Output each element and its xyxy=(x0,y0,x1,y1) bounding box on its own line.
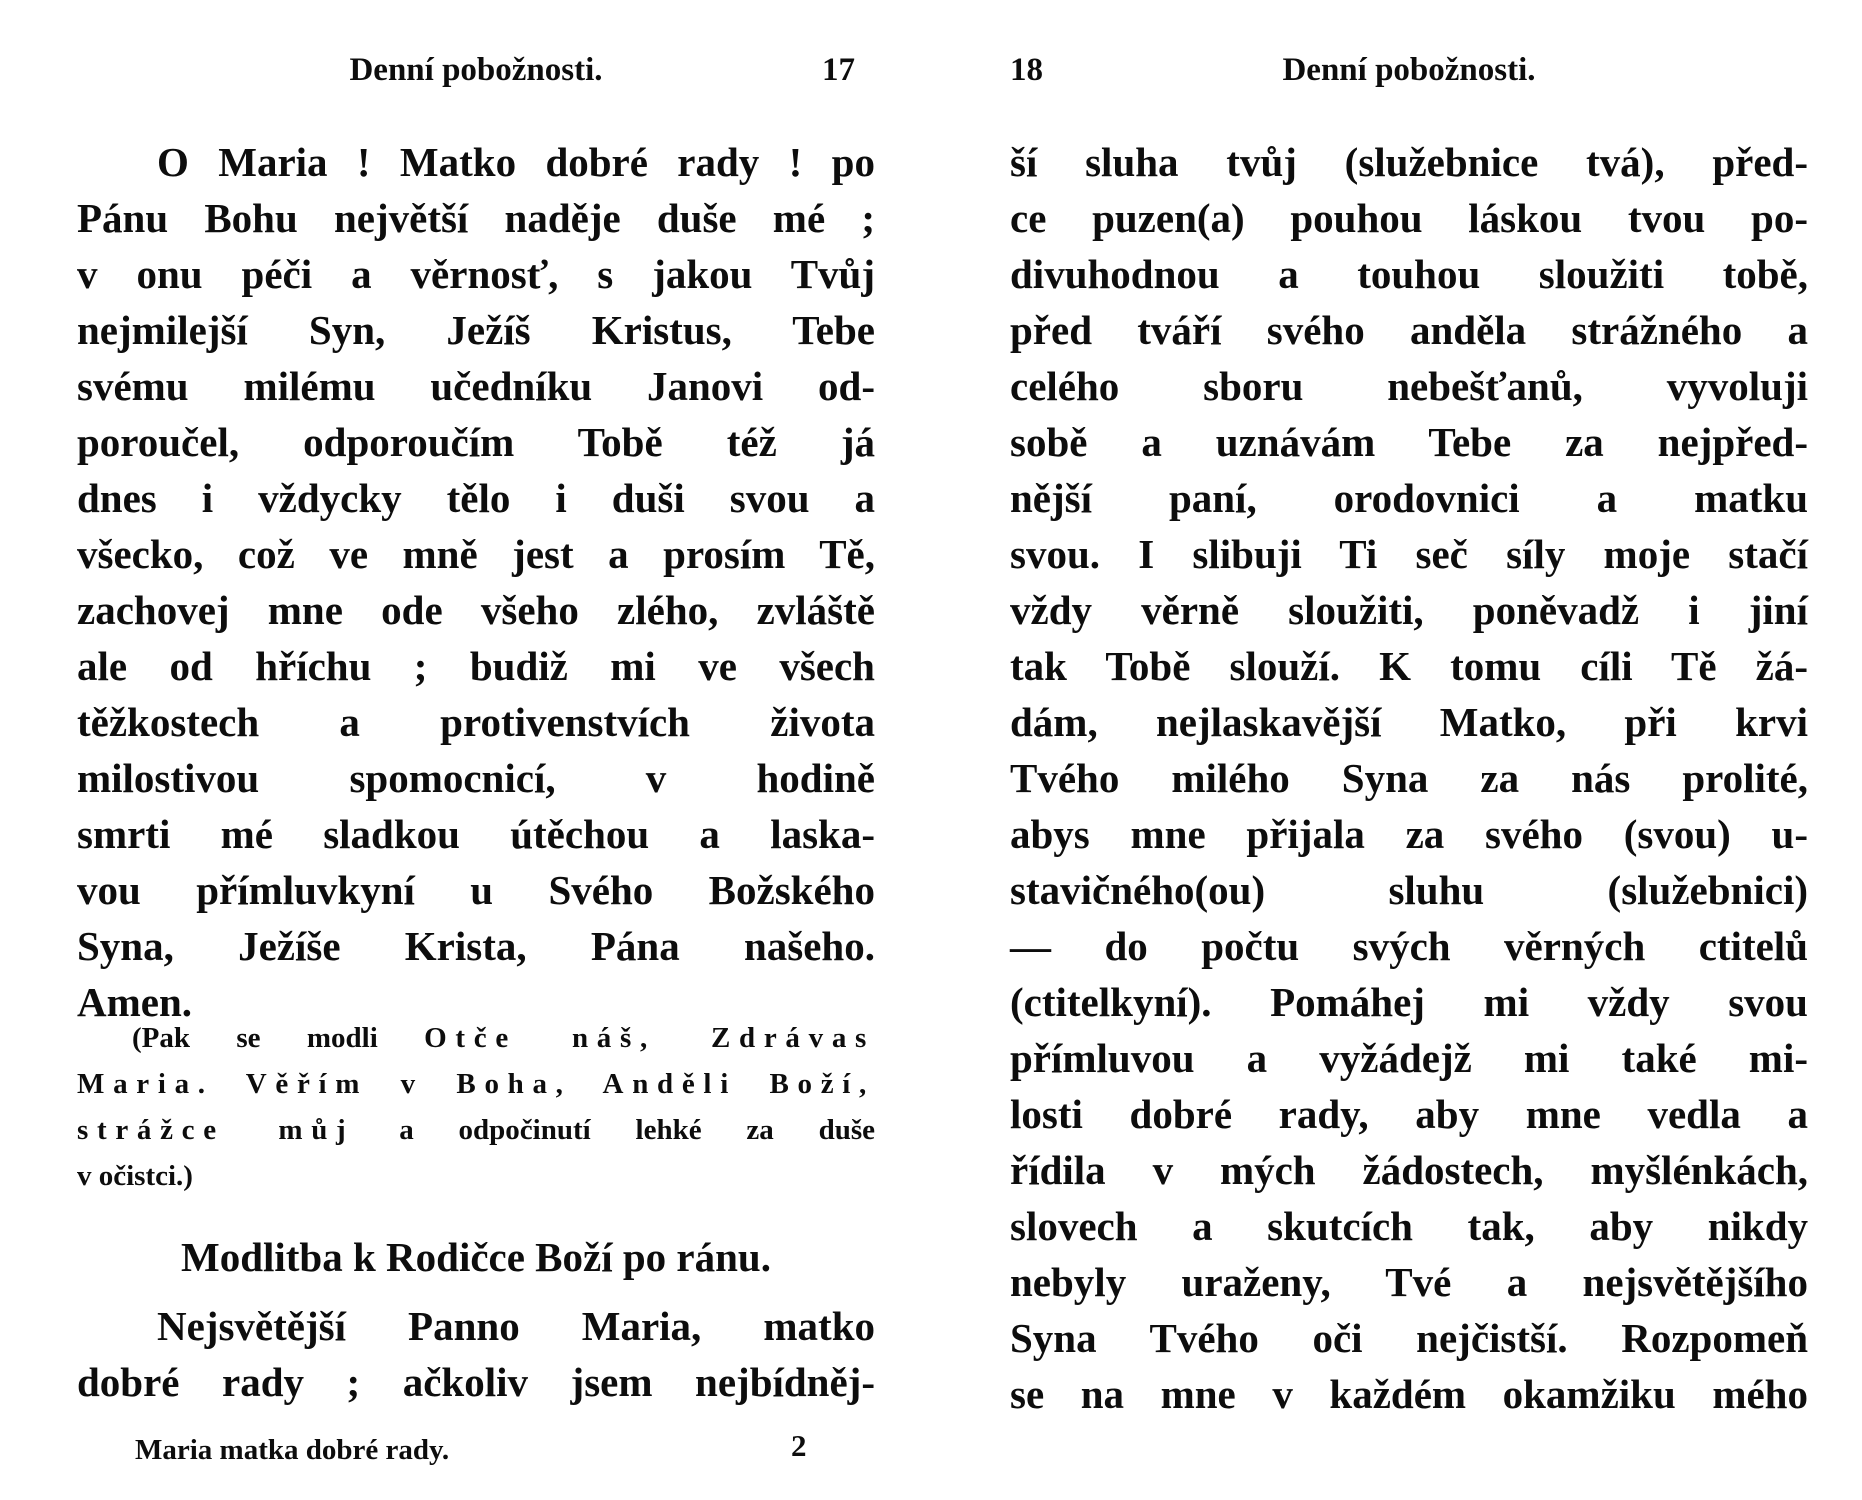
text-line: v onu péči a věrnosť, s jakou Tvůj xyxy=(77,251,875,297)
text-line: se na mne v každém okamžiku mého xyxy=(1010,1371,1808,1417)
page-18 xyxy=(931,0,1862,1500)
prayer-paragraph xyxy=(77,134,875,1030)
text-line: Nejsvětější Panno Maria, matko xyxy=(157,1303,875,1349)
text-line: všecko, což ve mně jest a prosím Tě, xyxy=(77,531,875,577)
page-header-left xyxy=(77,50,875,90)
text-line: vou přímluvkyní u Svého Božského xyxy=(77,867,875,913)
text-line: slovech a skutcích tak, aby nikdy xyxy=(1010,1203,1808,1249)
rubric-note xyxy=(77,1015,875,1199)
text-line: O Maria ! Matko dobré rady ! po xyxy=(157,139,875,185)
text-line: Amen. xyxy=(77,979,193,1025)
text-line: svou. I slibuji Ti seč síly moje stačí xyxy=(1010,531,1808,577)
text-line: nější paní, orodovnici a matku xyxy=(1010,475,1808,521)
prayer-paragraph xyxy=(1010,134,1808,1422)
page-number: 17 xyxy=(822,52,855,88)
text-line xyxy=(77,1061,875,1107)
text-line: nebyly uraženy, Tvé a nejsvětějšího xyxy=(1010,1259,1808,1305)
prayer-paragraph-2 xyxy=(77,1298,875,1410)
emphasized-prayer-name: strážce můj xyxy=(77,1114,355,1146)
text-line: Syna Tvého oči nejčistší. Rozpomeň xyxy=(1010,1315,1808,1361)
running-title: Denní pobožnosti. xyxy=(1282,52,1536,88)
text-line xyxy=(77,1153,875,1199)
text-line: tak Tobě slouží. K tomu cíli Tě žá- xyxy=(1010,643,1808,689)
text-line: milostivou spomocnicí, v hodině xyxy=(77,755,875,801)
text-line: ší sluha tvůj (služebnice tvá), před- xyxy=(1010,139,1808,185)
text-line: řídila v mých žádostech, myšlénkách, xyxy=(1010,1147,1808,1193)
text-line: zachovej mne ode všeho zlého, zvláště xyxy=(77,587,875,633)
emphasized-prayer-name: Otče náš, Zdrávas xyxy=(424,1022,876,1054)
page-number: 18 xyxy=(1010,52,1043,88)
text-line: (ctitelkyní). Pomáhej mi vždy svou xyxy=(1010,979,1808,1025)
text-line: nejmilejší Syn, Ježíš Kristus, Tebe xyxy=(77,307,875,353)
section-heading: Modlitba k Rodičce Boží po ránu. xyxy=(181,1234,771,1280)
text-line: smrti mé sladkou útěchou a laska- xyxy=(77,811,875,857)
text-line: dám, nejlaskavější Matko, při krvi xyxy=(1010,699,1808,745)
text-line: poroučel, odporoučím Tobě též já xyxy=(77,419,875,465)
rubric-segment: (Pak se modli xyxy=(132,1022,425,1054)
text-line: svému milému učedníku Janovi od- xyxy=(77,363,875,409)
text-line: abys mne přijala za svého (svou) u- xyxy=(1010,811,1808,857)
text-line: Pánu Bohu největší naděje duše mé ; xyxy=(77,195,875,241)
text-line: těžkostech a protivenstvích života xyxy=(77,699,875,745)
text-line: divuhodnou a touhou sloužiti tobě, xyxy=(1010,251,1808,297)
text-line: vždy věrně sloužiti, poněvadž i jiní xyxy=(1010,587,1808,633)
signature-number: 2 xyxy=(791,1428,807,1463)
text-line: Syna, Ježíše Krista, Pána našeho. xyxy=(77,923,875,969)
catch-title: Maria matka dobré rady. xyxy=(135,1434,450,1466)
text-line: dobré rady ; ačkoliv jsem nejbídněj- xyxy=(77,1359,875,1405)
text-line: přímluvou a vyžádejž mi také mi- xyxy=(1010,1035,1808,1081)
text-line: — do počtu svých věrných ctitelů xyxy=(1010,923,1808,969)
text-line: celého sboru nebešťanů, vyvoluji xyxy=(1010,363,1808,409)
text-line: stavičného(ou) sluhu (služebnici) xyxy=(1010,867,1808,913)
text-line: Tvého milého Syna za nás prolité, xyxy=(1010,755,1808,801)
rubric-segment: v očistci.) xyxy=(77,1160,193,1192)
text-line: sobě a uznávám Tebe za nejpřed- xyxy=(1010,419,1808,465)
rubric-segment: a odpočinutí lehké za duše xyxy=(354,1114,876,1146)
text-line: dnes i vždycky tělo i duši svou a xyxy=(77,475,875,521)
text-line: ale od hříchu ; budiž mi ve všech xyxy=(77,643,875,689)
text-line: před tváří svého anděla strážného a xyxy=(1010,307,1808,353)
page-footer xyxy=(77,1430,875,1480)
text-line: ce puzen(a) pouhou láskou tvou po- xyxy=(1010,195,1808,241)
emphasized-prayer-name: Maria. Věřím v Boha, Anděli Boží, xyxy=(77,1068,875,1100)
text-line: losti dobré rady, aby mne vedla a xyxy=(1010,1091,1808,1137)
text-line xyxy=(77,1107,875,1153)
page-header-right xyxy=(1010,50,1808,90)
text-line xyxy=(77,1015,875,1061)
running-title: Denní pobožnosti. xyxy=(349,52,603,88)
